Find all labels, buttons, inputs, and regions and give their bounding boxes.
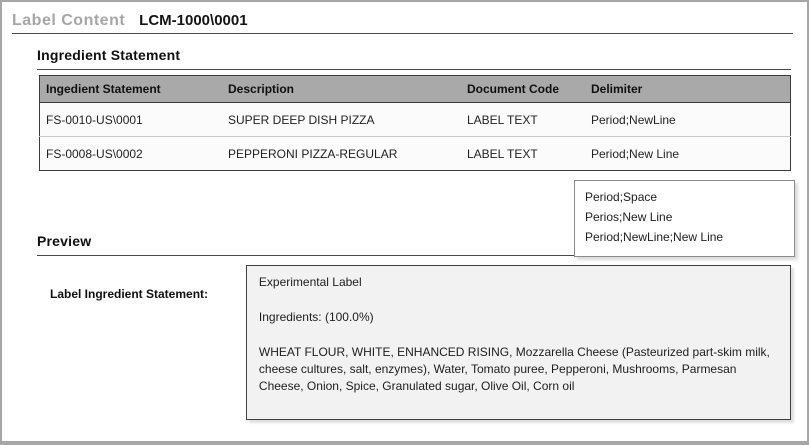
page-title-code: LCM-1000\0001 — [139, 12, 248, 29]
ingredient-statement-heading-wrap — [37, 47, 791, 70]
preview-line-title: Experimental Label — [258, 275, 362, 289]
cell-document-code: LABEL TEXT — [461, 137, 585, 171]
dropdown-option[interactable]: Period;NewLine;New Line — [585, 230, 724, 244]
preview-heading: Preview — [37, 233, 92, 249]
cell-description: SUPER DEEP DISH PIZZA — [222, 103, 461, 137]
column-header-delimiter: Delimiter — [585, 76, 791, 103]
column-header-ingredient-statement: Ingedient Statement — [40, 76, 223, 103]
preview-line-ingredients-header: Ingredients: (100.0%) — [258, 310, 374, 324]
cell-description: PEPPERONI PIZZA-REGULAR — [222, 137, 461, 171]
preview-box — [246, 265, 791, 420]
dropdown-option[interactable]: Perios;New Line — [585, 210, 673, 224]
cell-ingredient-statement: FS-0008-US\0002 — [40, 137, 223, 171]
column-header-document-code: Document Code — [461, 76, 585, 103]
preview-field-row — [37, 265, 791, 420]
table-row[interactable] — [40, 137, 791, 171]
label-ingredient-statement-label: Label Ingredient Statement: — [50, 287, 209, 301]
table-header-row — [40, 76, 791, 103]
cell-ingredient-statement: FS-0010-US\0001 — [40, 103, 223, 137]
cell-document-code: LABEL TEXT — [461, 103, 585, 137]
ingredient-table — [39, 75, 791, 171]
ingredient-statement-heading: Ingredient Statement — [37, 47, 181, 63]
preview-ingredients-text: WHEAT FLOUR, WHITE, ENHANCED RISING, Mozzarella Cheese (Pasteurized part-skim milk, cheese cultures, salt, enzymes), Water, Tomato puree, Pepperoni, Mushrooms, Parmesan Cheese, Onion, Spice, Granulated sugar, Olive Oil, Corn oil — [258, 345, 770, 393]
cell-delimiter[interactable]: Period;New Line — [585, 137, 791, 171]
dropdown-option[interactable]: Period;Space — [585, 190, 658, 204]
page-header — [12, 12, 793, 34]
cell-delimiter[interactable]: Period;NewLine — [585, 103, 791, 137]
ingredient-table-wrap — [39, 75, 791, 171]
table-row[interactable] — [40, 103, 791, 137]
delimiter-dropdown — [574, 180, 795, 257]
page-title: Label Content — [12, 12, 126, 29]
column-header-description: Description — [222, 76, 461, 103]
